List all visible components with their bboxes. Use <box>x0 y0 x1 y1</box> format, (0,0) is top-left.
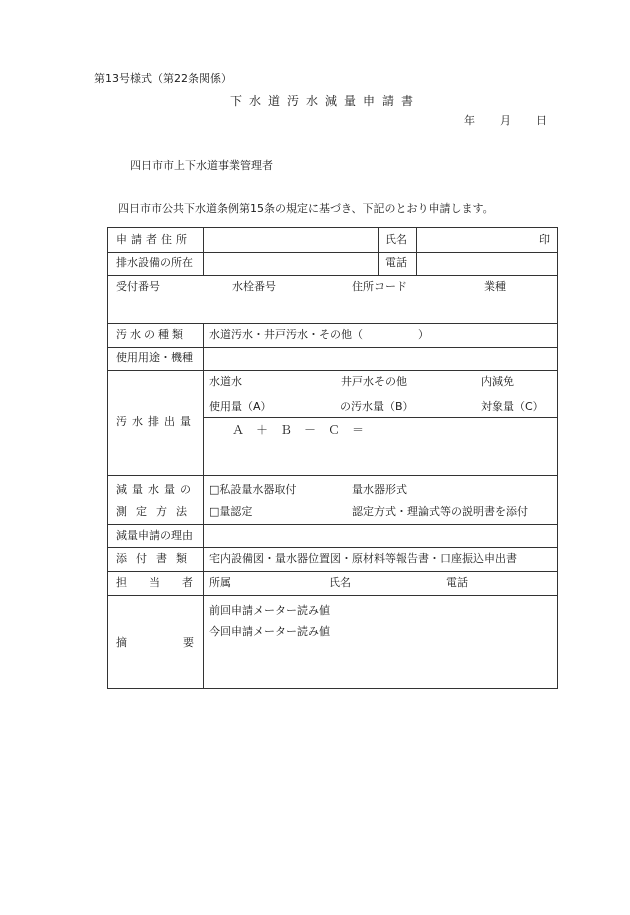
drainage-location-field[interactable] <box>208 257 372 269</box>
reason-field[interactable] <box>208 530 548 542</box>
drainage-location-label: 排水設備の所在 <box>116 256 193 269</box>
affiliation-label: 所属 <box>209 576 231 589</box>
name-label: 氏名 <box>385 233 407 246</box>
attachments-value: 宅内設備図・量水器位置図・原材料等報告書・口座振込申出書 <box>209 552 517 565</box>
attachments-label: 添付書類 <box>116 552 196 565</box>
date-month[interactable]: 月 <box>500 114 511 127</box>
hydrant-number-label: 水栓番号 <box>232 280 276 293</box>
meter-type-label: 量水器形式 <box>352 483 407 496</box>
applicant-name-field[interactable] <box>422 234 532 246</box>
summary-label: 摘要 <box>116 636 250 649</box>
application-table <box>107 227 558 689</box>
phone-field[interactable] <box>422 257 552 269</box>
measure-label-line1: 減量水量の <box>116 483 196 496</box>
statement: 四日市市公共下水道条例第15条の規定に基づき、下記のとおり申請します。 <box>118 202 494 215</box>
cert-method-label: 認定方式・理論式等の説明書を添付 <box>352 505 528 518</box>
business-type-label: 業種 <box>484 280 506 293</box>
sewage-b-label: の汚水量（B） <box>340 400 414 413</box>
date-year[interactable]: 年 <box>464 114 475 127</box>
internal-exemption-label: 内減免 <box>481 375 514 388</box>
reason-label: 減量申請の理由 <box>116 529 193 542</box>
discharge-label: 汚水排出量 <box>116 415 196 428</box>
current-meter-reading-label: 今回申請メーター読み値 <box>209 625 330 638</box>
water-supply-label: 水道水 <box>209 375 242 388</box>
address-code-label: 住所コード <box>352 280 407 293</box>
person-phone-label: 電話 <box>446 576 468 589</box>
seal-mark: 印 <box>539 233 550 246</box>
usage-a-label: 使用量（A） <box>209 400 272 413</box>
target-c-label: 対象量（C） <box>481 400 544 413</box>
applicant-address-label: 申請者住所 <box>116 233 191 246</box>
previous-meter-reading-label: 前回申請メーター読み値 <box>209 604 330 617</box>
sewage-type-options[interactable]: 水道汚水・井戸汚水・その他（ ） <box>209 328 429 341</box>
form-number: 第13号様式（第22条関係） <box>94 72 232 85</box>
phone-label: 電話 <box>385 256 407 269</box>
private-meter-checkbox[interactable]: □私設量水器取付 <box>209 483 297 496</box>
formula: Ａ ＋ Ｂ － Ｃ ＝ <box>232 423 365 437</box>
applicant-address-field[interactable] <box>208 234 372 246</box>
reception-number-label: 受付番号 <box>116 280 160 293</box>
date-day[interactable]: 日 <box>536 114 547 127</box>
usage-field[interactable] <box>208 352 548 364</box>
amount-cert-checkbox[interactable]: □量認定 <box>209 505 253 518</box>
well-other-label: 井戸水その他 <box>341 375 407 388</box>
person-name-label: 氏名 <box>329 576 351 589</box>
sewage-type-label: 汚水の種類 <box>116 328 186 341</box>
recipient: 四日市市上下水道事業管理者 <box>130 159 273 172</box>
form-title: 下水道汚水減量申請書 <box>229 94 420 108</box>
person-label: 担当者 <box>116 576 215 589</box>
usage-label: 使用用途・機種 <box>116 351 193 364</box>
measure-label-line2: 測定方法 <box>116 505 196 518</box>
